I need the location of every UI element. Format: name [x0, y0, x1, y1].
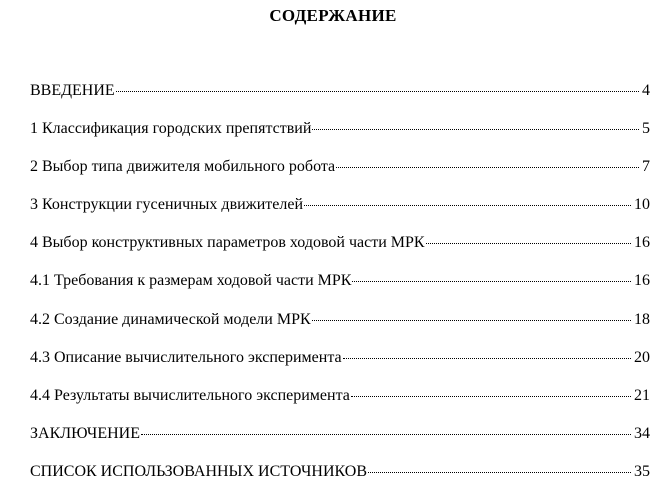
- toc-entry-page: 10: [634, 196, 650, 214]
- toc-dot-leader: [304, 205, 631, 206]
- toc-entry: [30, 196, 650, 234]
- toc-entry-title: 4.3 Описание вычислительного эксперимента: [30, 348, 342, 366]
- toc-entry-title: ЗАКЛЮЧЕНИЕ: [30, 424, 140, 442]
- toc-dot-leader: [343, 358, 631, 359]
- toc-dot-leader: [312, 320, 631, 321]
- toc-entry-title: 3 Конструкции гусеничных движителей: [30, 196, 304, 214]
- toc-entry-page: 7: [642, 158, 650, 176]
- table-of-contents: [30, 82, 650, 501]
- toc-entry-page: 34: [634, 424, 650, 442]
- toc-dot-leader: [352, 281, 631, 282]
- toc-entry-page: 21: [634, 386, 650, 404]
- toc-dot-leader: [312, 129, 639, 130]
- page-title: СОДЕРЖАНИЕ: [269, 6, 397, 25]
- toc-entry: [30, 311, 650, 349]
- toc-entry: [30, 387, 650, 425]
- toc-dot-leader: [336, 167, 639, 168]
- toc-entry-page: 4: [642, 82, 650, 99]
- toc-entry: [30, 463, 650, 501]
- toc-entry: [30, 120, 650, 158]
- toc-entry: [30, 272, 650, 310]
- toc-dot-leader: [141, 434, 631, 435]
- toc-dot-leader: [368, 472, 631, 473]
- toc-entry-title: 4.1 Требования к размерам ходовой части МРК: [30, 272, 352, 290]
- toc-entry: [30, 425, 650, 463]
- toc-entry: [30, 234, 650, 272]
- toc-dot-leader: [351, 396, 631, 397]
- toc-entry: [30, 82, 650, 120]
- toc-entry: [30, 158, 650, 196]
- toc-entry: [30, 349, 650, 387]
- toc-dot-leader: [426, 243, 631, 244]
- toc-entry-page: 16: [634, 234, 650, 252]
- toc-entry-title: 1 Классификация городских препятствий: [30, 120, 312, 138]
- toc-entry-page: 16: [634, 272, 650, 290]
- toc-entry-title: СПИСОК ИСПОЛЬЗОВАННЫХ ИСТОЧНИКОВ: [30, 462, 368, 480]
- toc-entry-title: 4.4 Результаты вычислительного эксперимента: [30, 386, 350, 404]
- toc-entry-title: 4.2 Создание динамической модели МРК: [30, 310, 311, 328]
- toc-entry-page: 35: [634, 462, 650, 480]
- toc-entry-title: 2 Выбор типа движителя мобильного робота: [30, 158, 336, 176]
- toc-entry-page: 20: [634, 348, 650, 366]
- toc-entry-title: 4 Выбор конструктивных параметров ходовой части МРК: [30, 234, 425, 252]
- toc-entry-page: 18: [634, 310, 650, 328]
- toc-dot-leader: [116, 91, 639, 92]
- toc-entry-title: ВВЕДЕНИЕ: [30, 82, 115, 99]
- toc-entry-page: 5: [642, 120, 650, 138]
